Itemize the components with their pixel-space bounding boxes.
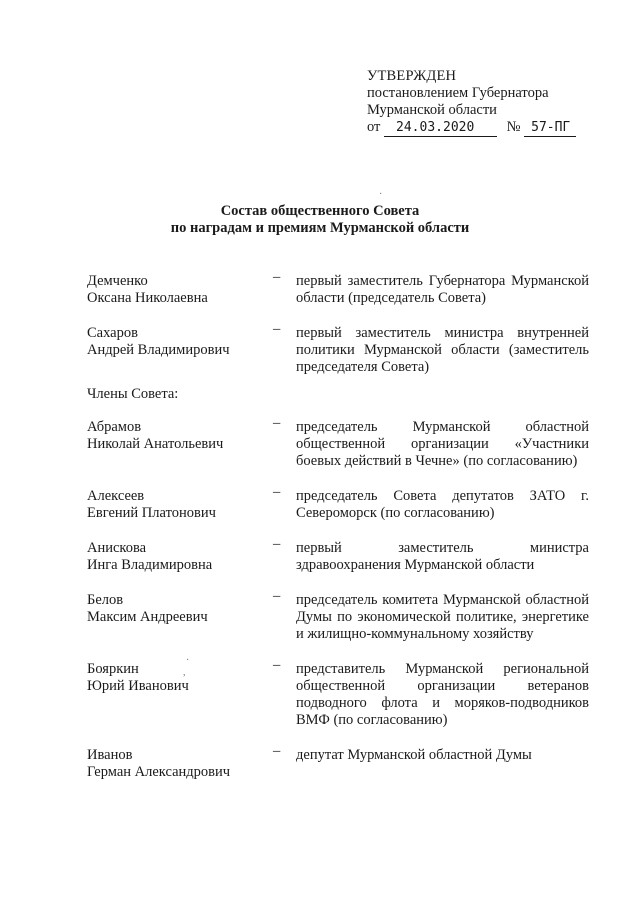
title-line-2: по наградам и премиям Мурманской области xyxy=(170,220,470,236)
member-given-names: Андрей Владимирович xyxy=(87,342,230,358)
member-entry xyxy=(87,657,593,729)
member-role: депутат Мурманской областной Думы xyxy=(296,747,532,763)
member-surname: Белов xyxy=(87,592,124,608)
scan-speck: · xyxy=(379,189,383,200)
member-entry xyxy=(87,536,593,574)
separator-dash: – xyxy=(273,536,281,552)
member-surname: Бояркин xyxy=(87,661,139,677)
member-entry xyxy=(87,743,593,781)
approval-number: 57-ПГ xyxy=(524,120,576,137)
member-role: первый заместитель министра здравоохранения Мурманской области xyxy=(296,540,589,573)
separator-dash: – xyxy=(273,415,281,431)
title-line-1: Состав общественного Совета xyxy=(220,203,420,219)
member-given-names: Оксана Николаевна xyxy=(87,290,208,306)
member-role: первый заместитель Губернатора Мурманской области (председатель Совета) xyxy=(296,273,589,306)
approval-date: 24.03.2020 xyxy=(384,120,497,137)
page-title xyxy=(0,203,640,237)
member-surname: Демченко xyxy=(87,273,148,289)
member-surname: Иванов xyxy=(87,747,133,763)
member-entry xyxy=(87,588,593,643)
member-surname: Анискова xyxy=(87,540,147,556)
member-surname: Абрамов xyxy=(87,419,142,435)
approval-line-2: Мурманской области xyxy=(367,102,497,118)
member-name xyxy=(87,540,272,574)
member-role: первый заместитель министра внутренней политики Мурманской области (заместитель председателя Совета) xyxy=(296,325,589,375)
member-name xyxy=(87,488,272,522)
member-entry xyxy=(87,269,593,307)
member-given-names: Инга Владимировна xyxy=(87,557,213,573)
member-given-names: Юрий Иванович xyxy=(87,678,189,694)
separator-dash: – xyxy=(273,588,281,604)
member-given-names: Максим Андреевич xyxy=(87,609,208,625)
number-prefix: № xyxy=(506,119,521,135)
member-name xyxy=(87,592,272,643)
member-name xyxy=(87,419,272,470)
member-role: председатель Совета депутатов ЗАТО г. Североморск (по согласованию) xyxy=(296,488,589,521)
separator-dash: – xyxy=(273,657,281,673)
scan-speck: · xyxy=(186,655,190,666)
approval-heading: УТВЕРЖДЕН xyxy=(367,68,457,84)
leadership-group xyxy=(87,269,593,376)
member-entry xyxy=(87,415,593,470)
approval-stamp xyxy=(367,68,576,137)
members-list xyxy=(87,269,593,799)
date-prefix: от xyxy=(367,119,381,135)
member-role: председатель комитета Мурманской областной Думы по экономической политике, энергетике и жилищно-коммунальному хозяйству xyxy=(296,592,589,642)
member-entry xyxy=(87,321,593,376)
separator-dash: – xyxy=(273,484,281,500)
member-role: председатель Мурманской областной общественной организации «Участники боевых действий в Чечне» (по согласованию) xyxy=(296,419,589,469)
scan-speck: , xyxy=(183,667,186,678)
separator-dash: – xyxy=(273,743,281,759)
member-entry xyxy=(87,484,593,522)
member-surname: Алексеев xyxy=(87,488,145,504)
member-name xyxy=(87,661,272,729)
members-group xyxy=(87,415,593,781)
approval-date-number-line xyxy=(367,119,576,137)
member-name xyxy=(87,325,272,376)
members-label: Члены Совета: xyxy=(87,386,179,402)
member-given-names: Герман Александрович xyxy=(87,764,231,780)
member-given-names: Николай Анатольевич xyxy=(87,436,224,452)
separator-dash: – xyxy=(273,321,281,337)
member-given-names: Евгений Платонович xyxy=(87,505,216,521)
approval-line-1: постановлением Губернатора xyxy=(367,85,549,101)
member-role: представитель Мурманской региональной общественной организации ветеранов подводного флота и моряков-подводников ВМФ (по согласованию) xyxy=(296,661,589,728)
separator-dash: – xyxy=(273,269,281,285)
member-name xyxy=(87,273,272,307)
member-name xyxy=(87,747,272,781)
member-surname: Сахаров xyxy=(87,325,138,341)
